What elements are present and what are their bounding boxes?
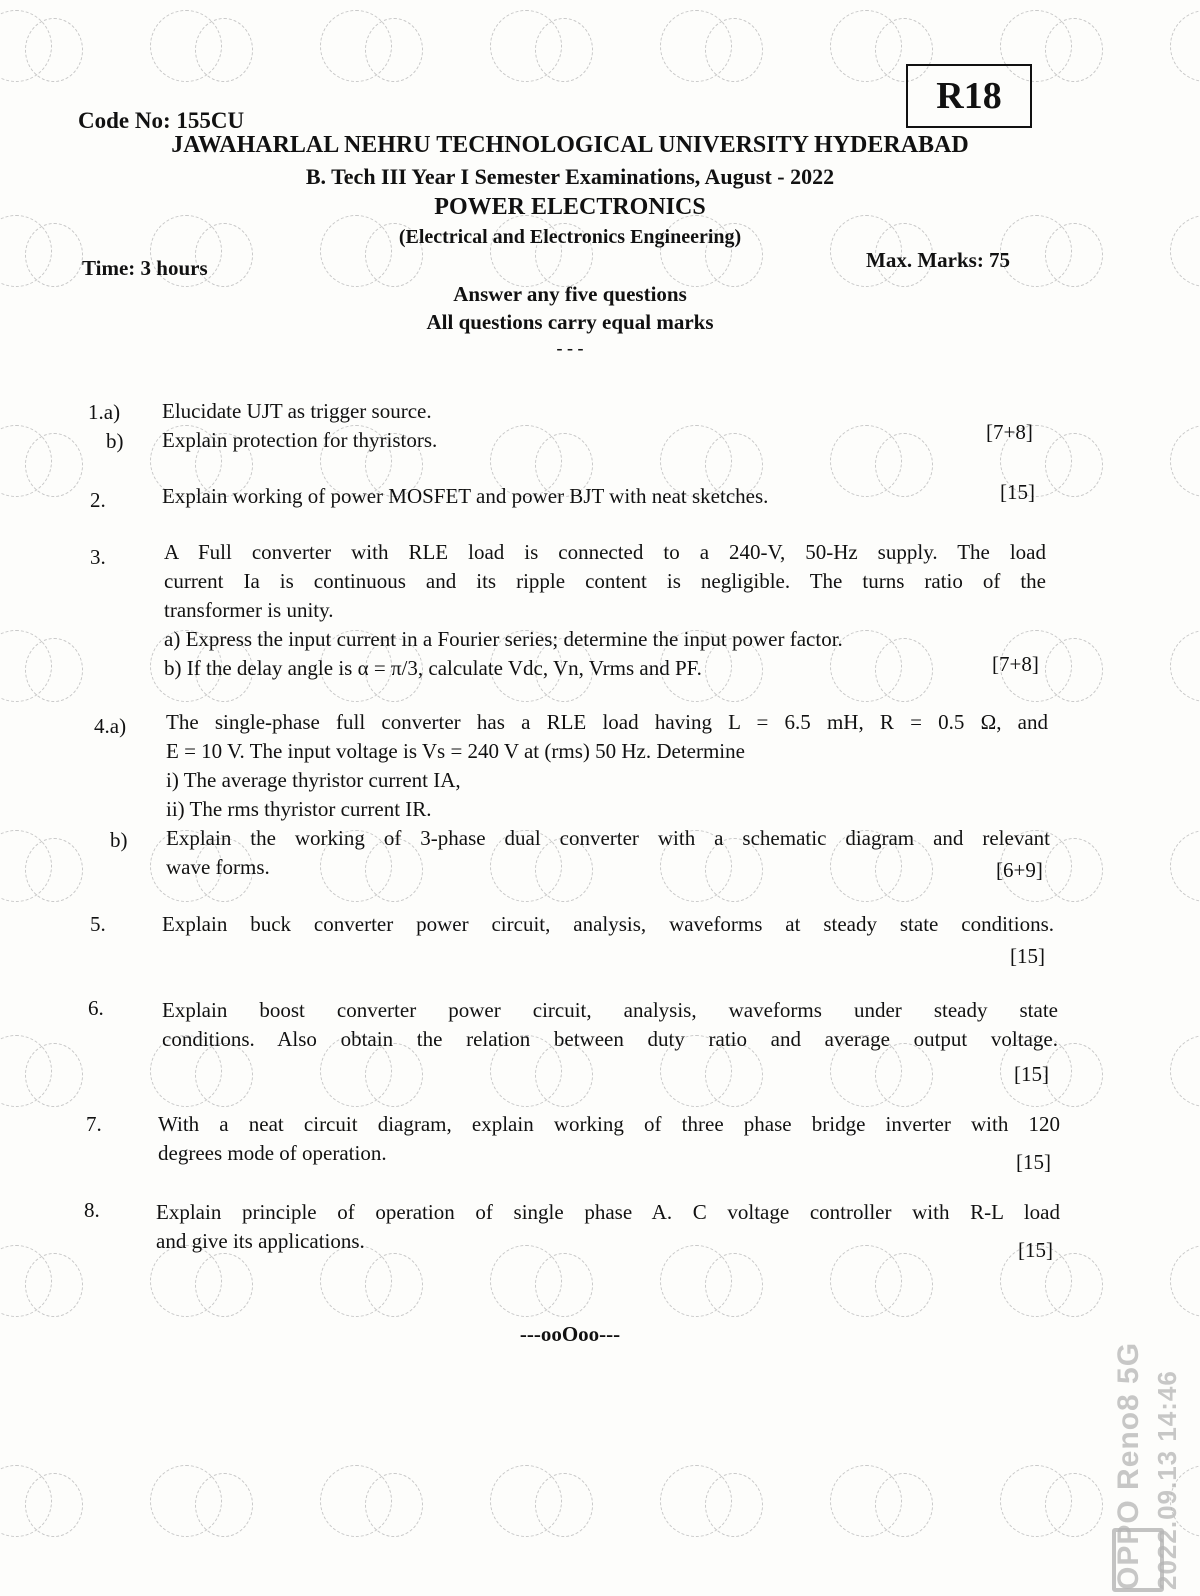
watermark-circle	[25, 638, 83, 702]
question-3-marks: [7+8]	[992, 652, 1039, 676]
question-6-line-1: Explain boost converter power circuit, analysis, waveforms under steady state	[162, 998, 1058, 1022]
subject-title: POWER ELECTRONICS	[434, 194, 706, 220]
camera-device-name: OPPO Reno8 5G	[1112, 1341, 1145, 1590]
camera-logo-icon	[1112, 1528, 1164, 1592]
exam-time: Time: 3 hours	[82, 256, 208, 280]
watermark-circle	[875, 433, 933, 497]
watermark-circle	[195, 1473, 253, 1537]
question-8-marks: [15]	[1018, 1238, 1053, 1262]
branch-name: (Electrical and Electronics Engineering)	[398, 226, 742, 248]
watermark-circle	[1045, 1253, 1103, 1317]
code-number: Code No: 155CU	[78, 108, 245, 133]
question-4-line-1: The single-phase full converter has a RLE load having L = 6.5 mH, R = 0.5 Ω, and	[166, 710, 1048, 734]
question-4a-number: 4.a)	[94, 714, 127, 738]
question-4-line-6: wave forms.	[166, 855, 270, 879]
regulation-box: R18	[906, 64, 1032, 128]
university-name: JAWAHARLAL NEHRU TECHNOLOGICAL UNIVERSITY HYDERABAD	[171, 132, 969, 158]
watermark-circle	[365, 1253, 423, 1317]
question-2-text: Explain working of power MOSFET and power BJT with neat sketches.	[162, 484, 769, 508]
question-4-line-3: i) The average thyristor current IA,	[166, 768, 461, 792]
question-2-number: 2.	[90, 488, 106, 512]
question-1b-text: Explain protection for thyristors.	[162, 428, 438, 452]
watermark-circle	[25, 18, 83, 82]
question-7-marks: [15]	[1016, 1150, 1051, 1174]
question-6-marks: [15]	[1014, 1062, 1049, 1086]
watermark-circle	[365, 18, 423, 82]
question-3-line-5: b) If the delay angle is α = π/3, calculate Vdc, Vn, Vrms and PF.	[164, 656, 702, 680]
watermark-circle	[1170, 215, 1200, 287]
question-4b-text	[166, 824, 1050, 882]
watermark-circle	[535, 1473, 593, 1537]
question-4a-text	[166, 708, 1048, 824]
question-3-line-4: a) Express the input current in a Fourier series; determine the input power factor.	[164, 627, 843, 651]
question-8-line-2: and give its applications.	[156, 1229, 365, 1253]
watermark-circle	[1045, 433, 1103, 497]
question-3-line-2: current Ia is continuous and its ripple content is negligible. The turns ratio of the	[164, 569, 1046, 593]
question-4-line-2: E = 10 V. The input voltage is Vs = 240 V at (rms) 50 Hz. Determine	[166, 739, 745, 763]
watermark-circle	[705, 1253, 763, 1317]
watermark-circle	[195, 1253, 253, 1317]
watermark-circle	[25, 433, 83, 497]
question-3-text	[164, 538, 1046, 683]
watermark-circle	[1045, 18, 1103, 82]
question-4b-number: b)	[110, 828, 128, 852]
question-7-line-1: With a neat circuit diagram, explain working of three phase bridge inverter with 120	[158, 1112, 1060, 1136]
watermark-circle	[535, 1253, 593, 1317]
question-8-line-1: Explain principle of operation of single phase A. C voltage controller with R-L load	[156, 1200, 1060, 1224]
watermark-circle	[705, 18, 763, 82]
question-5-text: Explain buck converter power circuit, analysis, waveforms at steady state conditions.	[162, 912, 1054, 936]
question-4-line-5: Explain the working of 3-phase dual converter with a schematic diagram and relevant	[166, 826, 1050, 850]
watermark-circle	[1170, 830, 1200, 902]
instruction-line-1: Answer any five questions	[453, 282, 687, 306]
watermark-circle	[25, 1043, 83, 1107]
question-8-number: 8.	[84, 1198, 100, 1222]
question-6-number: 6.	[88, 996, 104, 1020]
watermark-circle	[25, 838, 83, 902]
question-3-number: 3.	[90, 545, 106, 569]
watermark-circle	[705, 1473, 763, 1537]
question-3-line-1: A Full converter with RLE load is connected to a 240-V, 50-Hz supply. The load	[164, 540, 1046, 564]
instruction-line-2: All questions carry equal marks	[426, 310, 714, 334]
watermark-circle	[25, 1253, 83, 1317]
watermark-circle	[1045, 838, 1103, 902]
watermark-circle	[875, 1253, 933, 1317]
question-4-line-4: ii) The rms thyristor current IR.	[166, 797, 432, 821]
question-1-marks: [7+8]	[986, 420, 1033, 444]
camera-timestamp: 2022.09.13 14:46	[1152, 1370, 1182, 1590]
question-7-number: 7.	[86, 1112, 102, 1136]
question-2-marks: [15]	[1000, 480, 1035, 504]
question-8-text	[156, 1198, 1060, 1256]
question-7-text	[158, 1110, 1060, 1168]
watermark-circle	[1170, 425, 1200, 497]
header-separator: - - -	[556, 338, 584, 358]
max-marks: Max. Marks: 75	[866, 248, 1011, 272]
question-4-marks: [6+9]	[996, 858, 1043, 882]
watermark-circle	[1170, 630, 1200, 702]
watermark-circle	[1045, 638, 1103, 702]
question-5-marks: [15]	[1010, 944, 1045, 968]
question-7-line-2: degrees mode of operation.	[158, 1141, 387, 1165]
end-of-paper-mark: ---ooOoo---	[519, 1322, 621, 1346]
exam-title: B. Tech III Year I Semester Examinations, August - 2022	[305, 164, 835, 189]
watermark-circle	[195, 18, 253, 82]
watermark-circle	[365, 1473, 423, 1537]
watermark-circle	[1045, 1473, 1103, 1537]
question-1a-text: Elucidate UJT as trigger source.	[162, 399, 432, 423]
watermark-circle	[1170, 1035, 1200, 1107]
question-1b-number: b)	[106, 429, 124, 453]
question-5-number: 5.	[90, 912, 106, 936]
watermark-circle	[25, 1473, 83, 1537]
question-1a-number: 1.a)	[88, 400, 121, 424]
question-6-text	[162, 996, 1058, 1054]
watermark-circle	[1170, 10, 1200, 82]
question-3-line-3: transformer is unity.	[164, 598, 334, 622]
watermark-circle	[875, 1473, 933, 1537]
watermark-circle	[535, 18, 593, 82]
question-6-line-2: conditions. Also obtain the relation between duty ratio and average output voltage.	[162, 1027, 1058, 1051]
